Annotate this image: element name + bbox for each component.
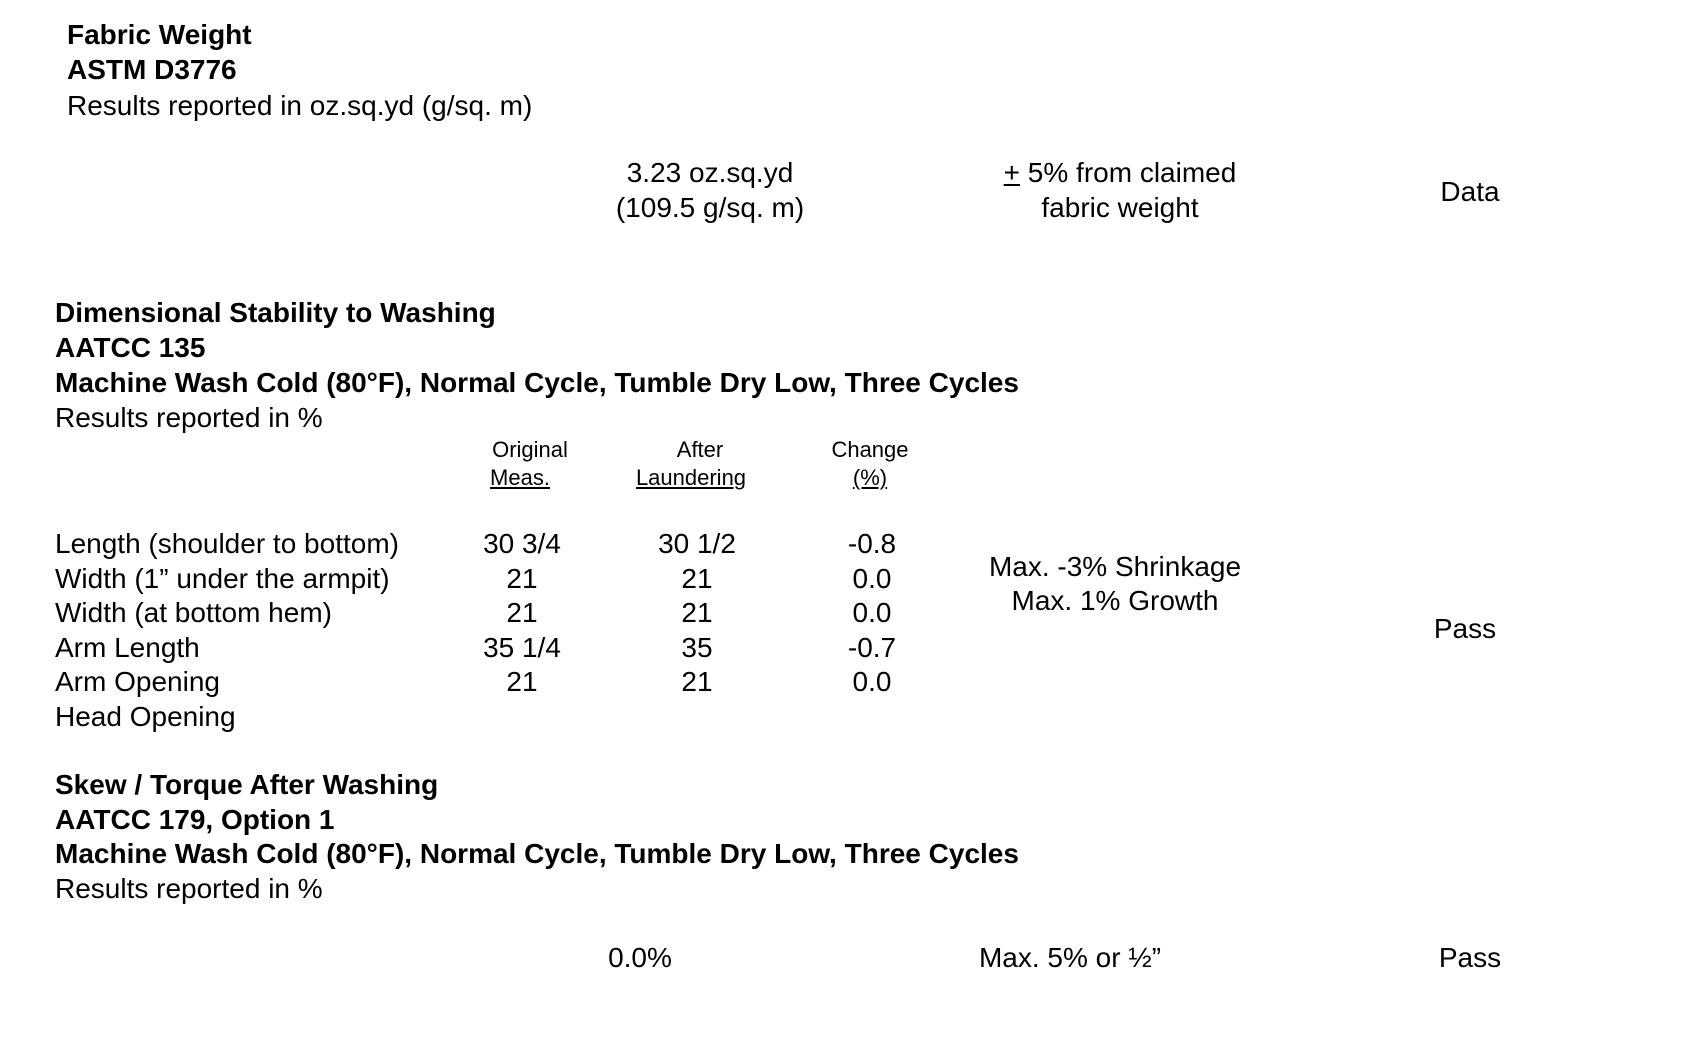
row-label: Length (shoulder to bottom) <box>55 528 399 559</box>
row-label: Width (at bottom hem) <box>55 597 332 629</box>
fabric-weight-title: Fabric Weight <box>67 19 252 50</box>
header-change <box>810 436 930 492</box>
header-after <box>620 436 780 492</box>
growth-requirement: Max. 1% Growth <box>1011 585 1219 616</box>
plus-minus-symbol: + <box>1003 157 1021 188</box>
header-original <box>460 436 600 492</box>
change-value: -0.8 <box>847 528 897 559</box>
shrinkage-requirement: Max. -3% Shrinkage <box>988 551 1242 582</box>
dimensional-stability-units: Results reported in % <box>55 402 323 433</box>
skew-status: Pass <box>1438 942 1502 973</box>
original-value: 21 <box>506 597 538 629</box>
skew-units: Results reported in % <box>55 873 323 904</box>
dimensional-stability-status: Pass <box>1433 613 1497 644</box>
original-value: 21 <box>506 666 538 698</box>
skew-conditions: Machine Wash Cold (80°F), Normal Cycle, Tumble Dry Low, Three Cycles <box>55 838 1019 869</box>
fabric-weight-requirement <box>970 155 1270 225</box>
original-column <box>452 527 592 700</box>
change-value: 0.0 <box>852 666 892 698</box>
row-label: Width (1” under the armpit) <box>55 562 390 594</box>
skew-result: 0.0% <box>608 942 672 973</box>
dimensional-stability-method: AATCC 135 <box>55 332 206 363</box>
change-column <box>802 527 942 700</box>
change-value: 0.0 <box>852 562 892 594</box>
after-value: 30 1/2 <box>658 528 736 559</box>
skew-title: Skew / Torque After Washing <box>55 769 439 800</box>
header-original-bottom: Meas. <box>490 465 550 490</box>
row-label: Head Opening <box>55 700 236 732</box>
fabric-weight-units: Results reported in oz.sq.yd (g/sq. m) <box>67 90 533 121</box>
after-value: 21 <box>681 666 713 698</box>
fabric-weight-req-line2: fabric weight <box>1041 192 1199 223</box>
dimensional-stability-requirement <box>960 550 1270 618</box>
original-value: 30 3/4 <box>483 528 561 559</box>
dimensional-stability-conditions: Machine Wash Cold (80°F), Normal Cycle, Tumble Dry Low, Three Cycles <box>55 367 1019 398</box>
fabric-weight-result <box>560 155 860 225</box>
header-after-bottom: Laundering <box>635 465 747 490</box>
fabric-weight-method: ASTM D3776 <box>67 54 237 85</box>
fabric-weight-req-line1: 5% from claimed <box>1020 157 1237 188</box>
skew-method: AATCC 179, Option 1 <box>55 804 335 835</box>
header-change-top: Change <box>831 437 909 462</box>
fabric-weight-status: Data <box>1440 176 1500 207</box>
header-change-bottom: (%) <box>852 465 888 490</box>
skew-requirement: Max. 5% or ½” <box>978 942 1162 973</box>
original-value: 21 <box>506 562 538 594</box>
row-label: Arm Opening <box>55 666 220 698</box>
fabric-weight-result-line2: (109.5 g/sq. m) <box>615 192 805 223</box>
after-value: 35 <box>681 631 713 663</box>
measurement-labels <box>55 527 399 735</box>
header-after-top: After <box>676 437 724 462</box>
after-column <box>627 527 767 700</box>
original-value: 35 1/4 <box>483 631 561 663</box>
after-value: 21 <box>681 562 713 594</box>
change-value: -0.7 <box>847 631 897 663</box>
dimensional-stability-title: Dimensional Stability to Washing <box>55 297 496 328</box>
fabric-weight-result-line1: 3.23 oz.sq.yd <box>626 157 794 188</box>
after-value: 21 <box>681 597 713 629</box>
row-label: Arm Length <box>55 631 200 663</box>
change-value: 0.0 <box>852 597 892 629</box>
header-original-top: Original <box>492 437 568 462</box>
